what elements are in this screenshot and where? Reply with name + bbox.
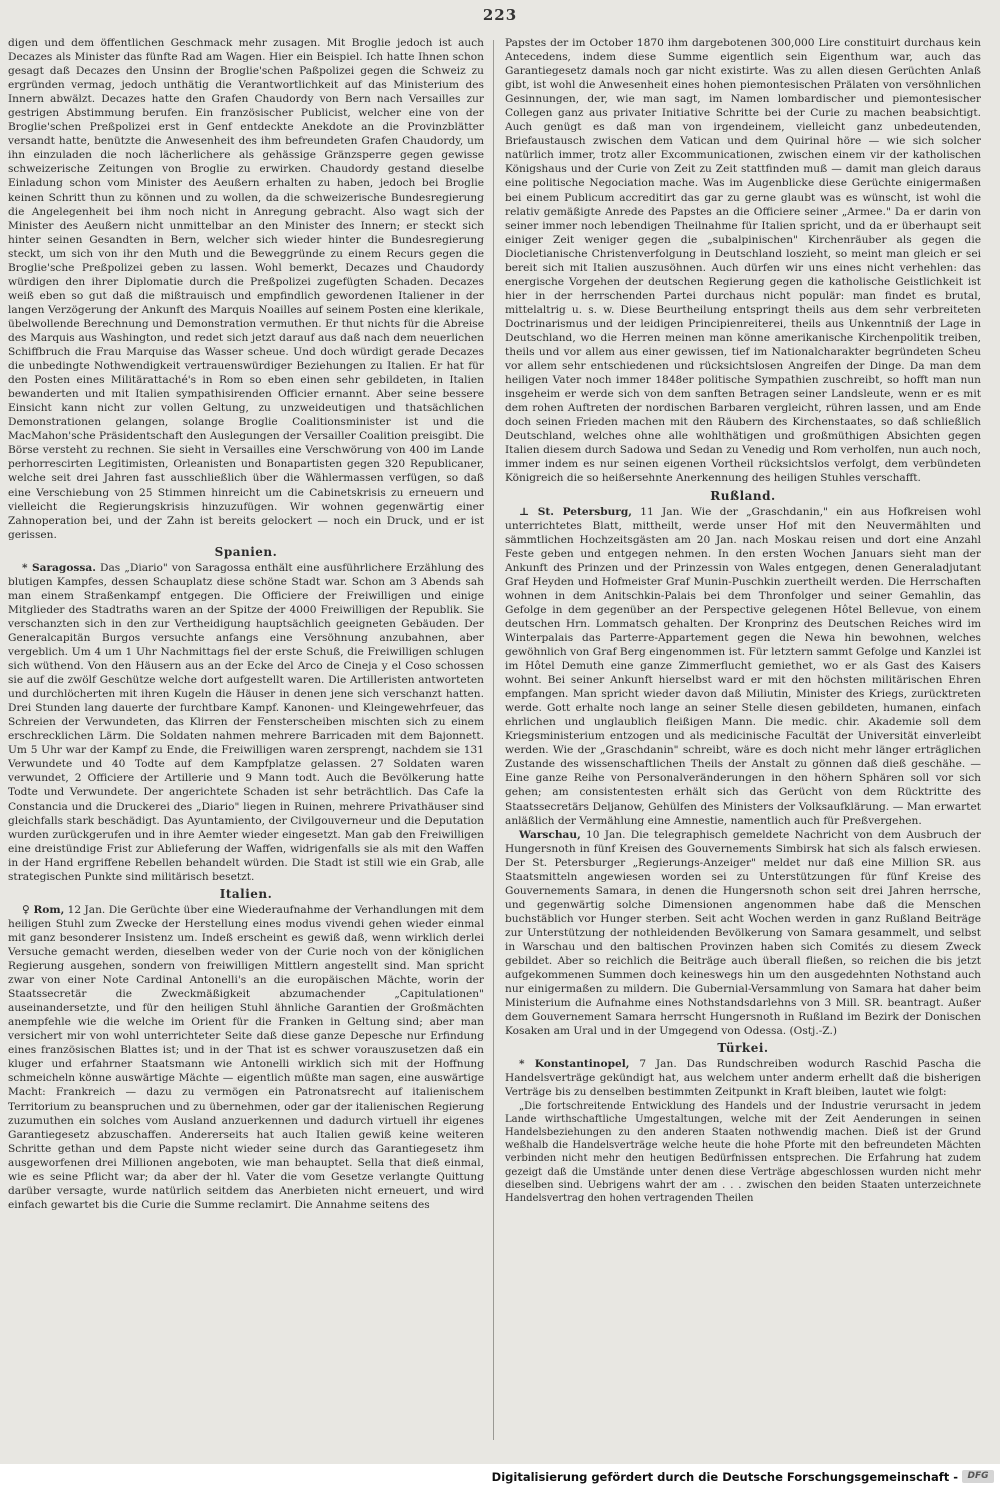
- left-column: [8, 36, 484, 1448]
- dateline: ⊥ St. Petersburg,: [519, 505, 632, 518]
- quoted-circular: „Die fortschreitende Entwicklung des Handels und der Industrie verursacht in jedem Lande wirthschaftliche Umgestaltungen, welche mit der Zeit Aenderungen in seinen Handelsbeziehungen zu den anderen Staaten nothwendig machen. Dieß ist der Grund weßhalb die Handelsverträge welche heute die hohe Pforte mit den befreundeten Mächten verbinden nicht mehr den heutigen Bedürfnissen entsprechen. Die Erfahrung hat zudem gezeigt daß die Umstände unter denen diese Verträge abgeschlossen wurden nicht mehr dieselben sind. Uebrigens wahrt der am . . . zwischen den beiden Staaten unterzeichnete Handelsvertrag den hohen vertragenden Theilen: [505, 1100, 981, 1204]
- article-paragraph-italy: ♀ Rom, 12 Jan. Die Gerüchte über eine Wiederaufnahme der Verhandlungen mit dem heiligen Stuhl zum Zwecke der Herstellung eines modus vivendi gehen wieder einmal mit ganz besonderer Insistenz um. Indeß erscheint es gewiß daß, wenn wirklich derlei Versuche gemacht werden, dieselben weder von der Curie noch von der königlichen Regierung ausgehen, sondern von freiwilligen Mittlern angestellt sind. Man spricht zwar von einer Note Cardinal Antonelli's an die europäischen Mächte, worin der Staatssecretär die Zweckmäßigkeit abzumachender „Capitulationen" auseinandersetzte, und für den heiligen Stuhl ähnliche Garantien der Großmächten anempfehle wie die welche im Orient für die Franken in Geltung sind; aber man versichert mir von wohl unterrichteter Seite daß diese ganze Depesche nur Erfindung eines französischen Blattes ist; und in der That ist es schwer vorauszusetzen daß ein kluger und erfahrner Staatsmann wie Antonelli wirklich sich mit der Hoffnung schmeicheln könne auswärtige Mächte — eigentlich müßte man sagen, eine auswärtige Macht: Frankreich — dazu zu vermögen ein Patronatsrecht auf italienischem Territorium zu beanspruchen und zu übernehmen, oder gar der italienischen Regierung zuzumuthen ein solches vom Ausland anzuerkennen und dadurch virtuell ihr eigenes Garantiegesetz abzuschaffen. Andererseits hat auch Italien gewiß keine weiteren Schritte gethan und dem Papste nicht wieder seine durch das Garantiegesetz ihm ausgeworfenen drei Millionen angeboten, wie man behauptet. Sella that dieß einmal, wie es seine Pflicht war; da aber der hl. Vater die vom Gesetze verlangte Quittung darüber versagte, wurde natürlich seitdem das Anerbieten nicht erneuert, und wird einfach gewartet bis die Curie die Summe reclamirt. Die Annahme seitens des: [8, 903, 484, 1211]
- dateline: * Konstantinopel,: [519, 1058, 630, 1071]
- article-paragraph-petersburg: ⊥ St. Petersburg, 11 Jan. Wie der „Graschdanin," ein aus Hofkreisen wohl unterrichtetes Blatt, mittheilt, werde unser Hof mit den Neuvermählten und sämmtlichen Hochzeitsgästen am 20 Jan. nach Moskau reisen und dort eine Anzahl Feste geben und entgegen nehmen. In den ersten Wochen Januars sieht man der Ankunft des Prinzen und der Prinzessin von Wales entgegen, denen Generaladjutant Graf Heyden und Hofmeister Graf Munin-Puschkin zuertheilt werden. Die Herrschaften wohnen in dem Anitschkin-Palais bei dem Thronfolger und seiner Gemahlin, das Gefolge in dem gegenüber an der Perspective gelegenen Hôtel Bellevue, von einem deutschen Hrn. Lommatsch gehalten. Der Kronprinz des Deutschen Reiches wird im Winterpalais das Parterre-Appartement gegen die Newa hin bewohnen, welches gewöhnlich von Graf Berg eingenommen ist. Für letztern sammt Gefolge und Kanzlei ist im Hôtel Demuth eine ganze Zimmerflucht gemiethet, wo er als Gast des Kaisers wohnt. Bei seiner Ankunft hierselbst ward er mit den höchsten militärischen Ehren empfangen. Man spricht wieder davon daß Miliutin, Minister des Kriegs, zurücktreten werde. Gott erhalte noch lange an seiner Stelle diesen gebildeten, humanen, einfach ehrlichen und unglaublich fleißigen Mann. Die medic. chir. Akademie soll dem Kriegsministerium entzogen und als medicinische Facultät der Universität einverleibt werden. Wie der „Graschdanin" schreibt, wäre es doch nicht mehr länger erträglichen Zustande des wissenschaftlichen Theils der Anstalt zu gönnen daß dieß geschähe. — Eine ganze Reihe von Personalveränderungen in den höhern Sphären soll vor sich gehen; am consistentesten erhält sich das Gerücht von dem Rücktritte des Staatssecretärs Deljanow, Gehülfen des Ministers der Volksaufklärung. — Man erwartet anläßlich der Vermählung eine Amnestie, namentlich auch für Preßvergehen.: [505, 505, 981, 827]
- dfg-logo: DFG: [962, 1470, 994, 1483]
- section-heading-russia: Rußland.: [710, 488, 776, 503]
- dateline: ♀ Rom,: [22, 903, 65, 916]
- article-paragraph-warsaw: Warschau, 10 Jan. Die telegraphisch gemeldete Nachricht von dem Ausbruch der Hungersnoth in fünf Kreisen des Gouvernements Simbirsk hat sich als falsch erwiesen. Der St. Petersburger „Regierungs-Anzeiger" meldet nur daß eine Million SR. aus Staatsmitteln angewiesen worden sei zu Unterstützungen für fünf Kreise des Gouvernements Samara, in denen die Hungersnoth schon seit drei Jahren herrsche, und gegenwärtig solche Dimensionen angenommen habe daß die Menschen buchstäblich vor Hunger sterben. Seit acht Wochen werden in ganz Rußland Beiträge zur Unterstützung der nothleidenden Bevölkerung von Samara gesammelt, und selbst in Warschau und den baltischen Provinzen haben sich Comités zu diesem Zweck gebildet. Aber so reichlich die Beiträge auch überall fließen, so reichen die bis jetzt aufgekommenen Summen doch keineswegs hin um den ausgedehnten Nothstand auch nur einigermaßen zu mildern. Die Gubernial-Versammlung von Samara hat daher beim Ministerium die Aufnahme eines Nothstandsdarlehns von 3 Mill. SR. beantragt. Außer dem Gouvernement Samara herrscht Hungersnoth in Rußland im Bezirk der Donischen Kosaken am Ural und in der Umgegend von Odessa. (Ostj.-Z.): [505, 828, 981, 1038]
- article-paragraph-constantinople: * Konstantinopel, 7 Jan. Das Rundschreiben wodurch Raschid Pascha die Handelsverträge gekündigt hat, aus welchem unter anderm erhellt daß die bisherigen Verträge bis zu denselben bestimmten Zeitpunkt in Kraft bleiben, lautet wie folgt:: [505, 1058, 981, 1099]
- article-paragraph-spain: * Saragossa. Das „Diario" von Saragossa enthält eine ausführlichere Erzählung des blutigen Kampfes, dessen Schauplatz diese schöne Stadt war. Schon am 3 Abends sah man einem Straßenkampf entgegen. Die Officiere der Freiwilligen und einige Mitglieder des Stadtraths waren an der Spitze der 4000 Freiwilligen der Republik. Sie verschanzten sich in den zur Vertheidigung hauptsächlich geeigneten Gebäuden. Der Generalcapitän Burgos versuchte anfangs eine Versöhnung anzubahnen, aber vergeblich. Um 4 um 1 Uhr Nachmittags fiel der erste Schuß, die Freiwilligen schlugen sich wüthend. Von den Häusern aus an der Ecke del Arco de Cineja y el Coso schossen sie auf die zwölf Geschütze welche dort aufgestellt waren. Die Artilleristen antworteten und durchlöcherten mit ihren Kugeln die Häuser in denen jene sich verschanzt hatten. Drei Stunden lang dauerte der furchtbare Kampf. Kanonen- und Kleingewehrfeuer, das Schreien der Verwundeten, das Klirren der Fensterscheiben mischten sich zu einem erschrecklichen Lärm. Die Soldaten nahmen mehrere Barricaden mit dem Bajonnett. Um 5 Uhr war der Kampf zu Ende, die Freiwilligen waren zersprengt, nachdem sie 131 Verwundete und 40 Todte auf dem Kampfplatze gelassen. 27 Soldaten waren verwundet, 2 Officiere der Artillerie und 9 Mann todt. Auch die Bevölkerung hatte Todte und Verwundete. Der angerichtete Schaden ist sehr beträchtlich. Das Cafe la Constancia und die Druckerei des „Diario" liegen in Ruinen, mehrere Privathäuser sind gleichfalls stark beschädigt. Das Ayuntamiento, der Civilgouverneur und die Deputation wurden zurückgerufen und in ihre Aemter wieder eingesetzt. Man gab den Freiwilligen eine dreistündige Frist zur Ablieferung der Waffen, widrigenfalls sie als mit den Waffen in der Hand ergriffene Rebellen behandelt würden. Die Stadt ist still wie ein Grab, alle strategischen Punkte sind militärisch besetzt.: [8, 561, 484, 883]
- column-divider: [493, 40, 494, 1440]
- section-heading-spain: Spanien.: [214, 544, 278, 559]
- page-number: 223: [482, 6, 518, 24]
- article-paragraph: digen und dem öffentlichen Geschmack mehr zusagen. Mit Broglie jedoch ist auch Decazes als Minister das fünfte Rad am Wagen. Hier ein Beispiel. Ich hatte Ihnen schon gesagt daß Decazes den Unsinn der Broglie'schen Paßpolizei gegen die Schweiz zu ergründen vermag, jedoch unthätig die Verantwortlichkeit auf das Ministerium des Innern abwälzt. Decazes hatte den Grafen Chaudordy von Bern nach Versailles zur gestrigen Abstimmung berufen. Ein französischer Publicist, welcher eine von der Broglie'schen Preßpolizei erst in Genf entdeckte Anekdote an die Provinzblätter versandt hatte, benützte die Anwesenheit des ihm befreundeten Grafen Chaudordy, um ihn einzuladen die noch lächerlichere als gehässige Gränzsperre gegen gewisse schweizerische Zeitungen von Broglie zu erwirken. Chaudordy gestand dieselbe Einladung schon vom Minister des Aeußern erhalten zu haben, jedoch bei Broglie keinen Schritt thun zu können und zu wollen, da die schweizerische Bundesregierung die Angelegenheit bei ihm noch nicht in Anregung gebracht. Also wagt sich der Minister des Aeußern nicht unmittelbar an den Minister des Innern; er steckt sich hinter seinen Gesandten in Bern, welcher sich wieder hinter die Bundesregierung steckt, um sich von ihr den Muth und die Beweggründe zu einem Recurs gegen die Broglie'sche Preßpolizei geben zu lassen. Wohl bemerkt, Decazes und Chaudordy würdigen den ihrer Diplomatie durch die Preßpolizei zugefügten Schaden. Decazes weiß eben so gut daß die mißtrauisch und empfindlich gewordenen Italiener in der langen Verzögerung der Ankunft des Marquis Noailles auf seinem Posten eine klerikale, übelwollende Berechnung und Demonstration vermuthen. Er thut nichts für die Abreise des Marquis aus Washington, und redet sich jetzt darauf aus daß nach dem neuerlichen Schiffbruch die Frau Marquise das Wasser scheue. Und doch würdigt gerade Decazes die unbedingte Nothwendigkeit vertrauenswürdiger Beziehungen zu Italien. Er hat für den Posten eines Militärattaché's in Rom so eben einen sehr gebildeten, in Italien bewanderten und mit Italien sympathisirenden Officier ernannt. Aber seine bessere Einsicht kann nicht zur vollen Geltung, zu unzweideutigen und thatsächlichen Demonstrationen gelangen, solange Broglie Coalitionsminister ist und die MacMahon'sche Präsidentschaft den Auslegungen der Versailler Coalition preisgibt. Die Börse versteht zu rechnen. Sie sieht in Versailles eine Verschwörung von 400 im Lande perhorrescirten Legitimisten, Orleanisten und Bonapartisten gegen 320 Republicaner, welche seit drei Jahren fast ausschließlich über die Wählermassen verfügen, so daß eine Verschiebung von 25 Stimmen hinreicht um die Cabinetskrisis zu erneuern und vielleicht die Regierungskrisis hinzuzufügen. Wir wohnen gegenwärtig einer Zahnoperation bei, und der Zahn ist bereits gelockert — noch ein Druck, und er ist gerissen.: [8, 37, 484, 541]
- section-heading-turkey: Türkei.: [717, 1041, 769, 1056]
- section-heading-italy: Italien.: [219, 886, 273, 901]
- article-paragraph: Papstes der im October 1870 ihm dargebotenen 300,000 Lire constituirt durchaus kein Antecedens, indem diese Summe eigentlich sein Eigenthum war, auch das Garantiegesetz damals noch gar nicht existirte. Was zu allen diesen Gerüchten Anlaß gibt, ist wohl die Anwesenheit eines hohen piemontesischen Prälaten von versöhnlichen Gesinnungen, der, wie man sagt, im Namen lombardischer und piemontesischer Collegen ganz aus privater Initiative Schritte bei der Curie zu machen beabsichtigt. Auch genügt es daß man von irgendeinem, vielleicht ganz unbedeutenden, Briefaustausch zwischen dem Vatican und dem Quirinal höre — wie sich solcher natürlich immer, trotz aller Excommunicationen, zwischen einem vir der katholischen Königshaus und der Curie von Zeit zu Zeit stattfinden muß — damit man gleich daraus eine politische Negociation mache. Was im Augenblicke diese Gerüchte einigermaßen bei einem Publicum accreditirt das gar zu gerne glaubt was es wünscht, ist wohl die relativ gemäßigte Anrede des Papstes an die Officiere seiner „Armee." Da er darin von seiner immer noch lebendigen Theilnahme für Italien spricht, und da er überhaupt seit einiger Zeit weniger gegen die „subalpinischen" Kirchenräuber als gegen die Diocletianische Christenverfolgung in Deutschland loszieht, so meint man gleich er sei bereit sich mit Italien auszusöhnen. Auch dürfen wir uns eines nicht verhehlen: das energische Vorgehen der deutschen Regierung gegen die katholische Geistlichkeit ist hier in der herrschenden Partei durchaus nicht populär: man findet es brutal, mittelaltrig u. s. w. Diese Beurtheilung entspringt theils aus dem sehr verbreiteten Doctrinarismus und der leidigen Principienreiterei, theils aus Unkenntniß der Lage in Deutschland, wo die Herren meinen man könne amerikanische Kirchenpolitik treiben, theils und vor allem aus einer gewissen, tief im Nationalcharakter begründeten Scheu vor allem sehr entschiedenen und rücksichtslosen Angreifen der Dinge. Da man dem heiligen Vater noch immer 1848er politische Sympathien zuschreibt, so hofft man nun insgeheim er werde sich von dem sanften Betragen seiner Landsleute, wenn er es mit dem rohen Auftreten der nordischen Barbaren vergleicht, rühren lassen, und am Ende doch seinen Frieden machen mit den Räubern des Kirchenstaates, so daß schließlich Deutschland, welches ohne alle wohlthätigen und großmüthigen Absichten gegen Italien diesem durch Sadowa und Sedan zu Venedig und Rom verholfen, nun auch noch, immer indem es nur seinen eigenen Vortheil rücksichtslos verfolgt, dem verbündeten Königreich die so heißersehnte Anerkennung des heiligen Stuhles verschafft.: [505, 37, 981, 485]
- dateline: * Saragossa.: [22, 561, 96, 574]
- dateline: Warschau,: [519, 828, 581, 841]
- footer-bar: [0, 1464, 1000, 1489]
- right-column: [505, 36, 981, 1448]
- footer-credit: Digitalisierung gefördert durch die Deutsche Forschungsgemeinschaft -: [491, 1470, 958, 1484]
